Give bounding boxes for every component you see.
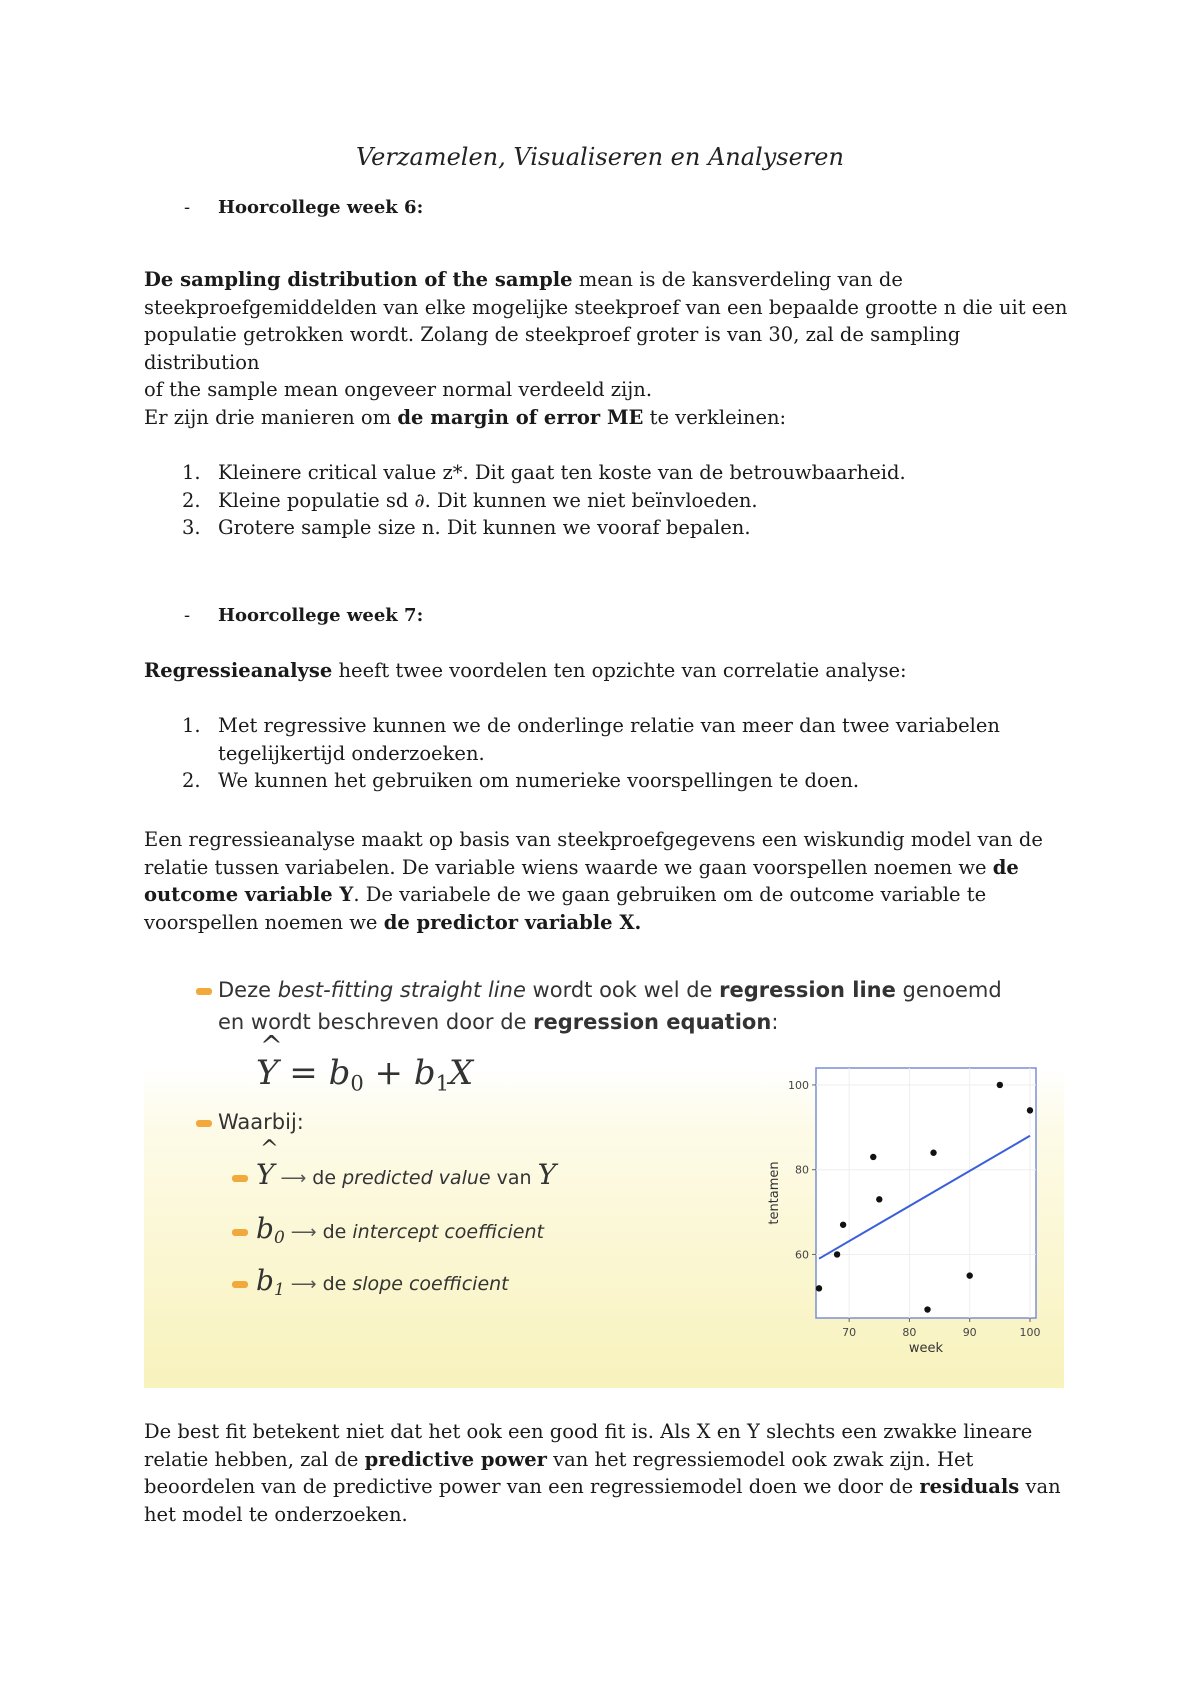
- text-span: +: [363, 1053, 414, 1093]
- text-span: Waarbij:: [218, 1110, 304, 1134]
- text-span: en wordt beschreven door de: [218, 1010, 534, 1034]
- text-span: beoordelen van de predictive power van een regressiemodel doen we door de: [144, 1475, 920, 1499]
- list-margin-of-error: [144, 459, 1074, 542]
- bullet-icon: [232, 1229, 248, 1236]
- x-tick-label: 70: [842, 1326, 857, 1339]
- paragraph-line: steekproefgemiddelden van elke mogelijke steekproef van een bepaalde grootte n die uit een: [144, 295, 1068, 319]
- text-span: de: [312, 1167, 343, 1189]
- text-span: =: [278, 1053, 329, 1093]
- data-point: [870, 1154, 876, 1160]
- x-tick-label: 90: [962, 1326, 977, 1339]
- heading-text: Hoorcollege week 7:: [218, 605, 424, 626]
- text-span: :: [771, 1010, 779, 1034]
- text-span: Er zijn drie manieren om: [144, 406, 398, 429]
- regression-equation: [256, 1053, 473, 1095]
- list-number: 2.: [182, 769, 201, 793]
- heading-text: Hoorcollege week 6:: [218, 197, 424, 218]
- b0-symbol: b: [328, 1053, 351, 1093]
- list-text: tegelijkertijd onderzoeken.: [218, 741, 485, 765]
- b1-symbol: b: [256, 1264, 274, 1297]
- data-point: [924, 1306, 930, 1312]
- paragraph-line: [144, 266, 1074, 294]
- paragraph-line: De best fit betekent niet dat het ook een good fit is. Als X en Y slechts een zwakke lineare: [144, 1420, 1033, 1443]
- bold-term: predictive power: [364, 1447, 547, 1471]
- paragraph-regressieanalyse: [144, 657, 1074, 685]
- paragraph-margin-of-error: [144, 404, 1074, 432]
- slide-bullet-line2: [218, 1010, 778, 1034]
- text-span: de: [322, 1273, 353, 1295]
- x-axis-label: week: [908, 1341, 944, 1356]
- bullet-icon: [196, 1120, 212, 1127]
- list-item: [144, 514, 1074, 542]
- data-point: [834, 1251, 840, 1257]
- list-text: Kleine populatie sd ∂. Dit kunnen we niet beïnvloeden.: [218, 488, 758, 512]
- arrow-icon: ⟶: [290, 1274, 317, 1295]
- text-span: genoemd: [895, 978, 1002, 1002]
- paragraph-line: Een regressieanalyse maakt op basis van steekproefgegevens een wiskundig model van de: [144, 828, 1043, 851]
- text-span: wordt ook wel de: [525, 978, 720, 1002]
- arrow-icon: ⟶: [280, 1168, 307, 1189]
- list-regression-advantages: [144, 712, 1074, 795]
- text-span: Deze: [218, 978, 278, 1002]
- data-point: [930, 1150, 936, 1156]
- data-point: [816, 1285, 822, 1291]
- y-hat-symbol: ^ Y: [256, 1053, 278, 1093]
- list-text: Met regressive kunnen we de onderlinge relatie van meer dan twee variabelen: [218, 714, 1000, 737]
- list-item: [144, 712, 1074, 767]
- bold-term: De sampling distribution of the sample: [144, 268, 573, 291]
- y-axis-label: tentamen: [767, 1161, 782, 1225]
- definition-b1: [232, 1264, 509, 1300]
- subscript: 0: [350, 1070, 364, 1096]
- data-point: [966, 1272, 972, 1278]
- bullet-icon: [232, 1281, 248, 1288]
- text-span: . De variabele de we gaan gebruiken om de outcome variable te: [353, 883, 987, 907]
- text-span: predicted value: [342, 1167, 491, 1189]
- text-span: best-fitting straight line: [277, 978, 526, 1002]
- x-tick-label: 80: [902, 1326, 917, 1339]
- list-text: We kunnen het gebruiken om numerieke voorspellingen te doen.: [218, 769, 860, 793]
- paragraph-best-fit: [144, 1418, 1074, 1528]
- document-title: Verzamelen, Visualiseren en Analyseren: [356, 143, 844, 171]
- bullet-icon: [232, 1175, 248, 1182]
- text-span: de: [322, 1221, 353, 1243]
- bold-term: de margin of error ME: [397, 406, 644, 429]
- b0-symbol: b: [256, 1212, 274, 1245]
- y-hat-symbol: ^ Y: [256, 1158, 274, 1191]
- section-heading-week7: [184, 605, 423, 626]
- paragraph-line: [144, 909, 1074, 937]
- text-span: relatie hebben, zal de: [144, 1447, 365, 1471]
- heading-dash: -: [184, 197, 191, 218]
- text-span: voorspellen noemen we: [144, 910, 384, 934]
- x-tick-label: 100: [1019, 1326, 1041, 1339]
- scatter-plot: [664, 1048, 1044, 1368]
- data-point: [876, 1196, 882, 1202]
- bold-term: outcome variable Y: [144, 883, 354, 907]
- paragraph-line: het model te onderzoeken.: [144, 1502, 408, 1526]
- bullet-icon: [196, 988, 212, 995]
- bold-term: residuals: [919, 1475, 1020, 1499]
- paragraph-regression-model: [144, 826, 1074, 936]
- paragraph-line: [144, 881, 1074, 909]
- list-number: 1.: [182, 714, 201, 737]
- paragraph-line: [144, 1473, 1074, 1501]
- text-span: van: [1019, 1475, 1061, 1499]
- lecture-slide-figure: [144, 958, 1064, 1388]
- bold-term: regression equation: [533, 1010, 772, 1034]
- subscript: 1: [435, 1070, 450, 1096]
- list-item: [144, 767, 1074, 795]
- slide-bullet-waarbij: [196, 1110, 304, 1134]
- y-tick-label: 80: [795, 1163, 809, 1177]
- bold-term: regression line: [719, 978, 896, 1002]
- text-span: van het regressiemodel ook zwak zijn. Het: [546, 1447, 974, 1471]
- paragraph-sampling-distribution: [144, 266, 1074, 404]
- paragraph-line: [144, 854, 1074, 882]
- heading-dash: -: [184, 605, 191, 626]
- data-point: [840, 1222, 846, 1228]
- data-point: [997, 1082, 1003, 1088]
- text-span: slope coefficient: [352, 1273, 509, 1295]
- paragraph-line: of the sample mean ongeveer normal verdeeld zijn.: [144, 378, 653, 402]
- text-span: van: [490, 1167, 538, 1189]
- paragraph-line: populatie getrokken wordt. Zolang de steekproef groter is van 30, zal de sampling distribution: [144, 323, 961, 374]
- list-number: 1.: [182, 461, 201, 484]
- subscript: 1: [273, 1280, 285, 1301]
- x-symbol: X: [449, 1053, 474, 1093]
- text-span: te verkleinen:: [643, 406, 787, 429]
- y-tick-label: 60: [795, 1248, 809, 1262]
- text-span: heeft twee voordelen ten opzichte van correlatie analyse:: [332, 659, 907, 682]
- definition-y-hat: [232, 1158, 556, 1191]
- paragraph-line: [144, 1446, 1074, 1474]
- text-span: intercept coefficient: [352, 1221, 544, 1243]
- subscript: 0: [273, 1228, 285, 1249]
- list-number: 2.: [182, 488, 201, 512]
- list-item: [144, 487, 1074, 515]
- list-item: [144, 459, 1074, 487]
- slide-bullet-regression-line: [196, 978, 1002, 1002]
- list-text: Kleinere critical value z*. Dit gaat ten koste van de betrouwbaarheid.: [218, 461, 906, 484]
- definition-b0: [232, 1212, 544, 1248]
- section-heading-week6: [184, 197, 423, 218]
- arrow-icon: ⟶: [290, 1222, 317, 1243]
- b1-symbol: b: [413, 1053, 436, 1093]
- list-number: 3.: [182, 516, 201, 540]
- bold-term: Regressieanalyse: [144, 659, 333, 682]
- data-point: [1027, 1107, 1033, 1113]
- text-span: relatie tussen variabelen. De variable wiens waarde we gaan voorspellen noemen we: [144, 855, 993, 879]
- y-symbol: Y: [537, 1158, 557, 1191]
- bold-term: de predictor variable X.: [383, 910, 642, 934]
- list-text: Grotere sample size n. Dit kunnen we vooraf bepalen.: [218, 516, 751, 540]
- y-tick-label: 100: [788, 1078, 809, 1092]
- bold-term: de: [992, 855, 1019, 879]
- text-span: mean is de kansverdeling van de: [572, 268, 903, 291]
